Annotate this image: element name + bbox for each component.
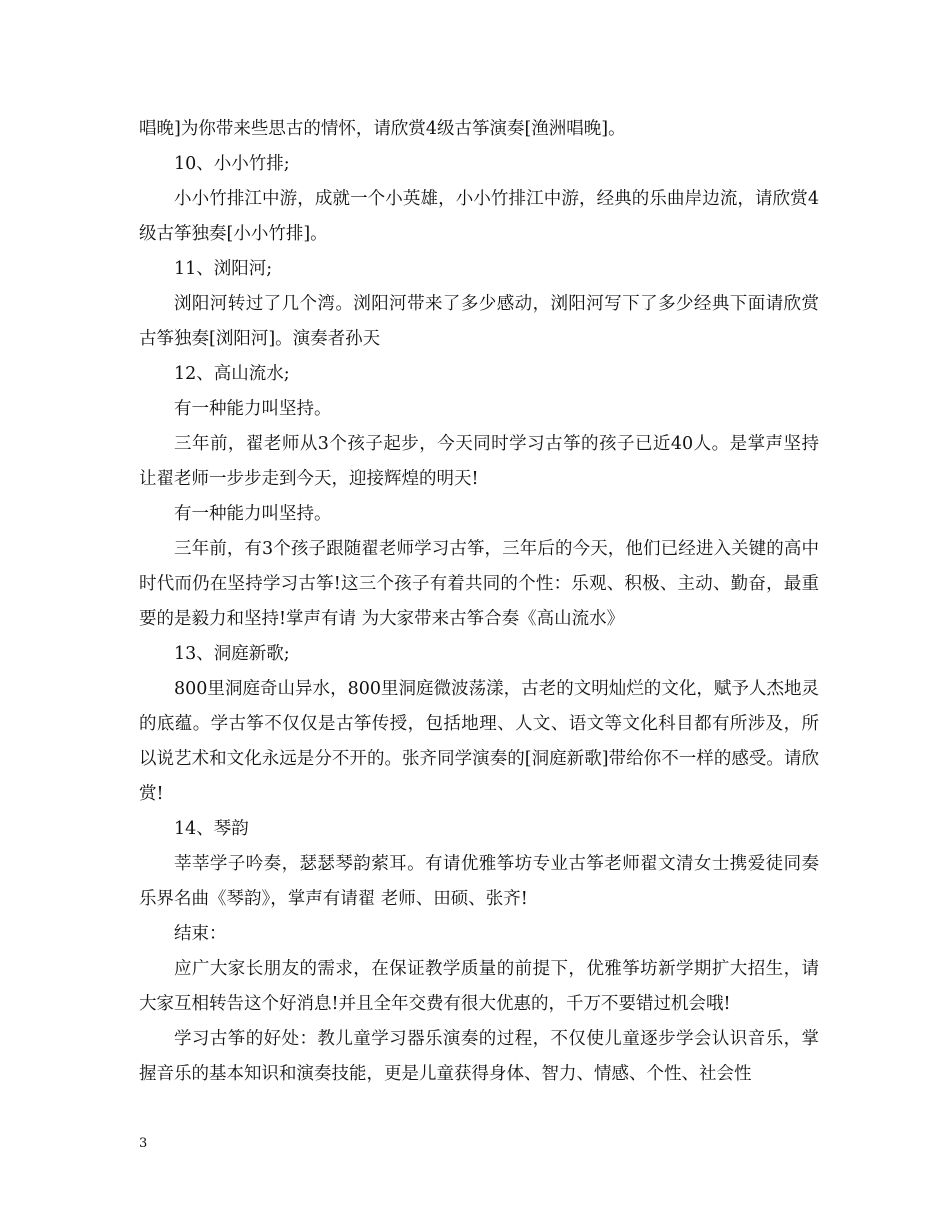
paragraph: 三年前，有3个孩子跟随翟老师学习古筝，三年后的今天，他们已经进入关键的高中时代而仍在坚持学习古筝!这三个孩子有着共同的个性：乐观、积极、主动、勤奋，最重要的是毅力和坚持!掌声有请 为大家带来古筝合奏《高山流水》: [139, 539, 819, 629]
paragraph: 800里洞庭奇山异水，800里洞庭微波荡漾，古老的文明灿烂的文化，赋予人杰地灵的底蕴。学古筝不仅仅是古筝传授，包括地理、人文、语文等文化科目都有所涉及，所以说艺术和文化永远是分不开的。张齐同学演奏的[洞庭新歌]带给你不一样的感受。请欣赏!: [139, 679, 819, 804]
section-heading-12: 12、高山流水;: [174, 364, 290, 384]
paragraph: 学习古筝的好处：教儿童学习器乐演奏的过程，不仅使儿童逐步学会认识音乐，掌握音乐的基本知识和演奏技能，更是儿童获得身体、智力、情感、个性、社会性: [139, 1029, 819, 1084]
paragraph: 三年前，翟老师从3个孩子起步，今天同时学习古筝的孩子已近40人。是掌声坚持让翟老师一步步走到今天，迎接辉煌的明天!: [139, 434, 819, 489]
document-body: [139, 112, 819, 1092]
paragraph: 小小竹排江中游，成就一个小英雄，小小竹排江中游，经典的乐曲岸边流，请欣赏4级古筝独奏[小小竹排]。: [139, 189, 819, 244]
paragraph: 有一种能力叫坚持。: [174, 399, 332, 419]
paragraph: 莘莘学子吟奏，瑟瑟琴韵萦耳。有请优雅筝坊专业古筝老师翟文清女士携爱徒同奏乐界名曲《琴韵》，掌声有请翟 老师、田硕、张齐!: [139, 854, 819, 909]
section-heading-13: 13、洞庭新歌;: [174, 644, 290, 664]
page-number: 3: [139, 1136, 148, 1151]
section-heading-11: 11、浏阳河;: [174, 259, 273, 279]
paragraph-continuation: 唱晚]为你带来些思古的情怀，请欣赏4级古筝演奏[渔洲唱晚]。: [139, 119, 626, 139]
section-heading-14: 14、琴韵: [174, 819, 249, 839]
paragraph: 浏阳河转过了几个湾。浏阳河带来了多少感动，浏阳河写下了多少经典下面请欣赏古筝独奏[浏阳河]。演奏者孙天: [139, 294, 819, 349]
paragraph: 应广大家长朋友的需求，在保证教学质量的前提下，优雅筝坊新学期扩大招生，请大家互相转告这个好消息!并且全年交费有很大优惠的，千万不要错过机会哦!: [139, 959, 819, 1014]
section-heading-ending: 结束：: [174, 924, 227, 944]
section-heading-10: 10、小小竹排;: [174, 154, 290, 174]
paragraph: 有一种能力叫坚持。: [174, 504, 332, 524]
